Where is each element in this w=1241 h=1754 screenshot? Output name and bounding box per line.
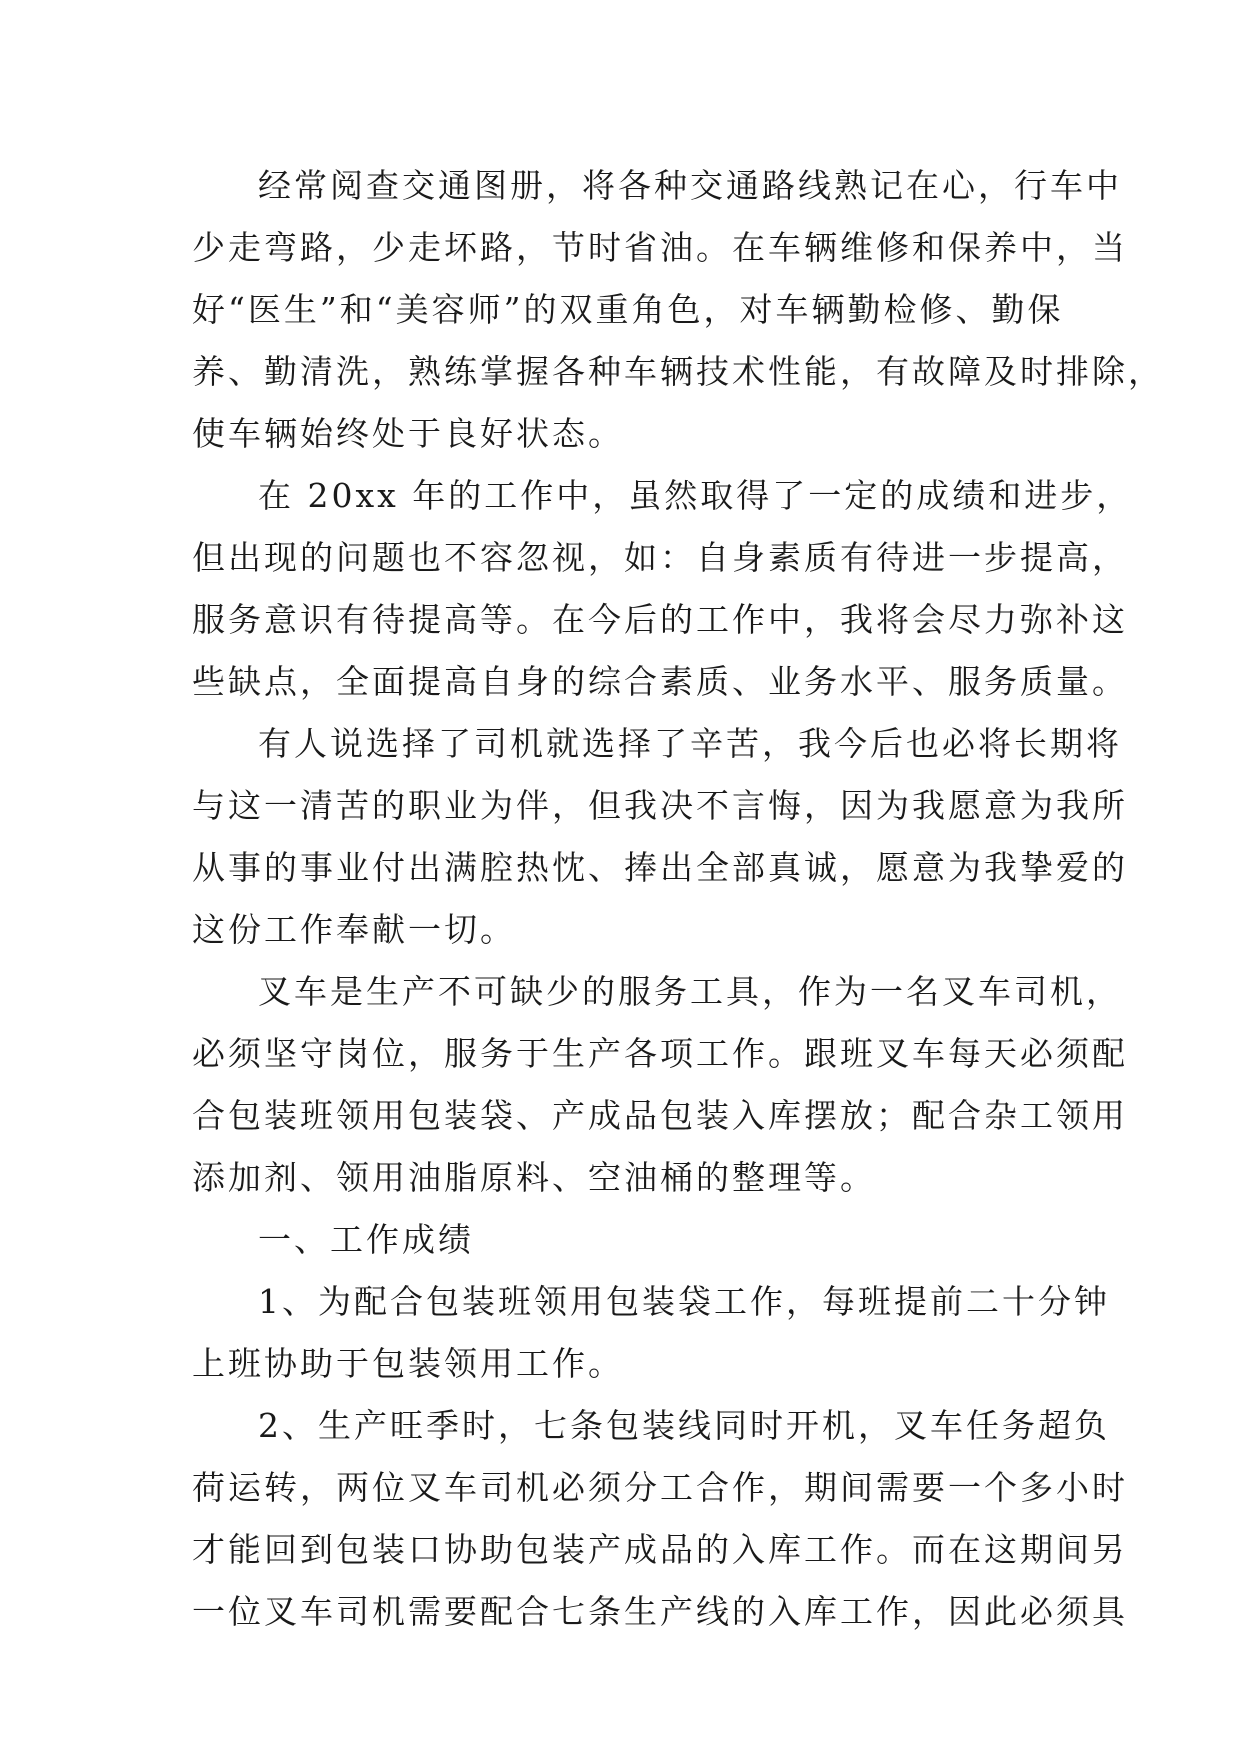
text-line: 这份工作奉献一切。 bbox=[192, 910, 516, 949]
text-line: 才能回到包装口协助包装产成品的入库工作。而在这期间另 bbox=[192, 1530, 1128, 1569]
text-line: 一位叉车司机需要配合七条生产线的入库工作，因此必须具 bbox=[192, 1592, 1128, 1631]
text-line: 有人说选择了司机就选择了辛苦，我今后也必将长期将 bbox=[258, 724, 1122, 763]
text-line: 使车辆始终处于良好状态。 bbox=[192, 414, 624, 453]
document-body bbox=[192, 155, 1164, 1643]
text-line: 经常阅查交通图册，将各种交通路线熟记在心，行车中 bbox=[258, 166, 1122, 205]
text-line: 与这一清苦的职业为伴，但我决不言悔，因为我愿意为我所 bbox=[192, 786, 1128, 825]
text-line: 1、为配合包装班领用包装袋工作，每班提前二十分钟 bbox=[258, 1282, 1110, 1321]
text-line: 好“医生”和“美容师”的双重角色，对车辆勤检修、勤保 bbox=[192, 290, 1064, 329]
text-line: 但出现的问题也不容忽视，如：自身素质有待进一步提高， bbox=[192, 538, 1128, 577]
text-line: 荷运转，两位叉车司机必须分工合作，期间需要一个多小时 bbox=[192, 1468, 1128, 1507]
text-line: 叉车是生产不可缺少的服务工具，作为一名叉车司机， bbox=[258, 972, 1122, 1011]
text-line: 合包装班领用包装袋、产成品包装入库摆放；配合杂工领用 bbox=[192, 1096, 1128, 1135]
text-line: 从事的事业付出满腔热忱、捧出全部真诚，愿意为我挚爱的 bbox=[192, 848, 1128, 887]
text-line: 些缺点，全面提高自身的综合素质、业务水平、服务质量。 bbox=[192, 662, 1128, 701]
text-line: 少走弯路，少走坏路，节时省油。在车辆维修和保养中，当 bbox=[192, 228, 1128, 267]
text-line: 2、生产旺季时，七条包装线同时开机，叉车任务超负 bbox=[258, 1406, 1110, 1445]
text-line: 必须坚守岗位，服务于生产各项工作。跟班叉车每天必须配 bbox=[192, 1034, 1128, 1073]
text-line: 上班协助于包装领用工作。 bbox=[192, 1344, 624, 1383]
text-line: 添加剂、领用油脂原料、空油桶的整理等。 bbox=[192, 1158, 876, 1197]
section-heading: 一、工作成绩 bbox=[258, 1220, 474, 1259]
text-line: 在 20xx 年的工作中，虽然取得了一定的成绩和进步， bbox=[258, 476, 1133, 515]
text-line: 服务意识有待提高等。在今后的工作中，我将会尽力弥补这 bbox=[192, 600, 1128, 639]
text-line: 养、勤清洗，熟练掌握各种车辆技术性能，有故障及时排除， bbox=[192, 352, 1164, 391]
